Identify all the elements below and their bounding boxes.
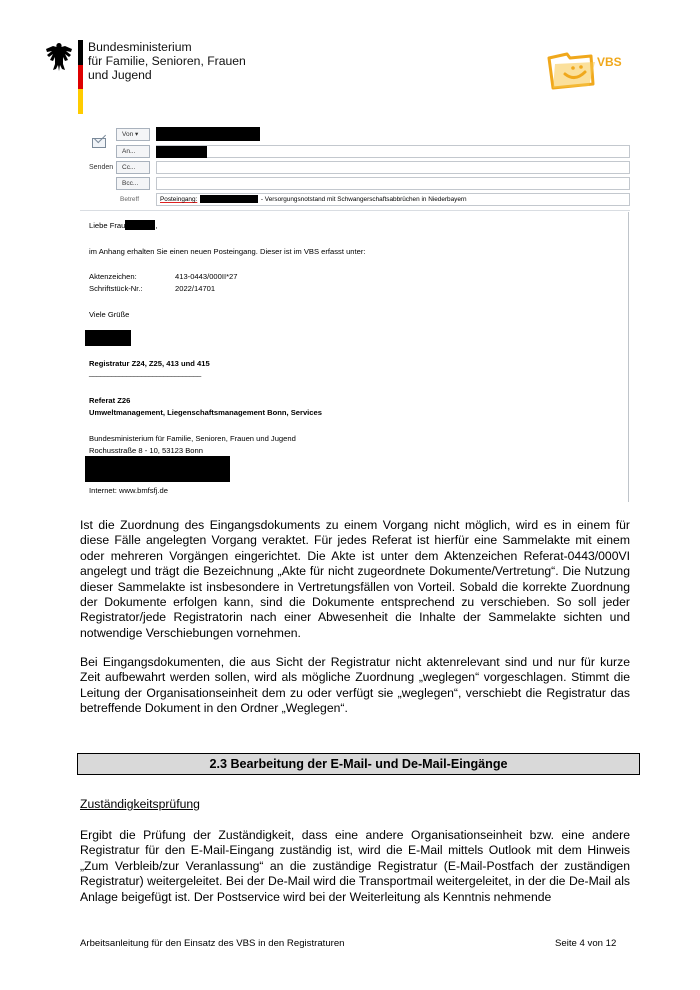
ministry-line-1: Bundesministerium <box>88 40 192 54</box>
german-flag-bar <box>78 40 83 114</box>
redacted-signature <box>85 330 131 346</box>
bcc-button[interactable]: Bcc... <box>116 177 150 190</box>
aktenzeichen-value: 413-0443/000II*27 <box>175 272 238 281</box>
cc-button[interactable]: Cc... <box>116 161 150 174</box>
from-row <box>116 128 150 141</box>
footer-page-number: Seite 4 von 12 <box>555 938 617 949</box>
mail-separator: ______________________________ <box>89 368 201 377</box>
cc-row <box>116 161 150 174</box>
aktenzeichen-label: Aktenzeichen: <box>89 272 137 281</box>
mail-referat-desc: Umweltmanagement, Liegenschaftsmanagement Bonn, Services <box>89 408 322 417</box>
schriftstueck-label: Schriftstück-Nr.: <box>89 284 143 293</box>
mail-closing: Viele Grüße <box>89 310 130 319</box>
to-field[interactable] <box>156 145 630 158</box>
mail-body-border <box>628 212 629 502</box>
mail-org: Bundesministerium für Familie, Senioren, Frauen und Jugend <box>89 434 296 443</box>
redacted-from <box>156 127 260 141</box>
federal-eagle-icon <box>44 40 74 74</box>
send-button[interactable] <box>82 130 114 174</box>
paragraph-sammelakte: Ist die Zuordnung des Eingangsdokuments zu einem Vorgang nicht möglich, wird es in einem für diese Fälle angelegten Vorgang veraktet. Für jedes Referat ist hierfür eine Sammelakte mit einem oder mehreren Vorgängen eingerichtet. Die Akte ist unter dem Aktenzeichen Referat-0443/000VI angelegt und trägt die Bezeichnung „Akte für nicht zugeordnete Dokumente/Vertretung“. Die Nutzung dieser Sammelakte ist insbesondere in Vertretungsfällen von Vorteil. Sobald die korrekte Zuordnung der Dokumente erfolgen kann, sind die Dokumente entsprechend zu verschieben. So soll jeder Registrator/jede Registratorin nach einer Abwesenheit die Inhalte der Sammelakte sichten und notwendige Verschiebungen vornehmen. <box>80 518 630 640</box>
to-row <box>116 145 150 158</box>
send-label: Senden <box>89 164 114 171</box>
bcc-field[interactable] <box>156 177 630 190</box>
bcc-row <box>116 177 150 190</box>
mail-divider <box>80 210 630 211</box>
paragraph-weglegen: Bei Eingangsdokumenten, die aus Sicht der Registratur nicht aktenrelevant sind und nur für kurze Zeit aufbewahrt werden sollen, wird als mögliche Zuordnung „weglegen“ vorgeschlagen. Stimmt die Leitung der Organisationseinheit dem zu oder verfügt sie „weglegen“, verschiebt die Registratur das betreffende Dokument in den Ordner „Weglegen“. <box>80 655 630 716</box>
footer-title: Arbeitsanleitung für den Einsatz des VBS in den Registraturen <box>80 938 345 949</box>
vbs-logo <box>545 44 627 92</box>
to-button[interactable]: An... <box>116 145 150 158</box>
subject-prefix: Posteingang: <box>160 196 198 203</box>
mail-referat: Referat Z26 <box>89 396 131 405</box>
email-screenshot <box>80 124 630 504</box>
from-button[interactable]: Von ▾ <box>116 128 150 141</box>
mail-greeting: Liebe Frau , <box>89 221 158 230</box>
ministry-logo <box>44 40 74 74</box>
cc-field[interactable] <box>156 161 630 174</box>
section-heading-2-3: 2.3 Bearbeitung der E-Mail- und De-Mail-Eingänge <box>77 753 640 775</box>
ministry-line-2: für Familie, Senioren, Frauen <box>88 54 246 68</box>
ministry-name <box>88 40 246 82</box>
mail-intro: im Anhang erhalten Sie einen neuen Posteingang. Dieser ist im VBS erfasst unter: <box>89 247 366 256</box>
vbs-logo-text: VBS <box>597 55 622 69</box>
envelope-send-icon <box>92 138 106 148</box>
redacted-name <box>125 220 155 230</box>
paragraph-zustaendigkeit: Ergibt die Prüfung der Zuständigkeit, dass eine andere Organisationseinheit bzw. eine andere Registratur für den E-Mail-Eingang zuständig ist, wird die E-Mail mittels Outlook mit dem Hinweis „Zum Verbleib/zur Veranlassung“ an die zuständige Registratur (E-Mail-Postfach der zuständigen Registratur) weitergeleitet. Bei der De-Mail wird die Transportmail weitergeleitet, in der die De-Mail als Anlage beigefügt ist. Der Postservice wird bei der Weiterleitung als Kenntnis nehmende <box>80 828 630 904</box>
ministry-line-3: und Jugend <box>88 68 152 82</box>
redacted-to <box>156 146 207 158</box>
subheading-zustaendigkeit: Zuständigkeitsprüfung <box>80 797 200 811</box>
subject-label: Betreff <box>120 196 140 203</box>
mail-address: Rochusstraße 8 - 10, 53123 Bonn <box>89 446 203 455</box>
schriftstueck-value: 2022/14701 <box>175 284 216 293</box>
redacted-subject <box>200 195 258 203</box>
subject-text: - Versorgungsnotstand mit Schwangerschaftsabbrüchen in Niederbayern <box>260 196 467 203</box>
mail-internet: Internet: www.bmfsfj.de <box>89 486 168 495</box>
mail-registratur: Registratur Z24, Z25, 413 und 415 <box>89 359 210 368</box>
subject-field[interactable] <box>156 193 630 206</box>
redacted-contact <box>85 456 230 482</box>
